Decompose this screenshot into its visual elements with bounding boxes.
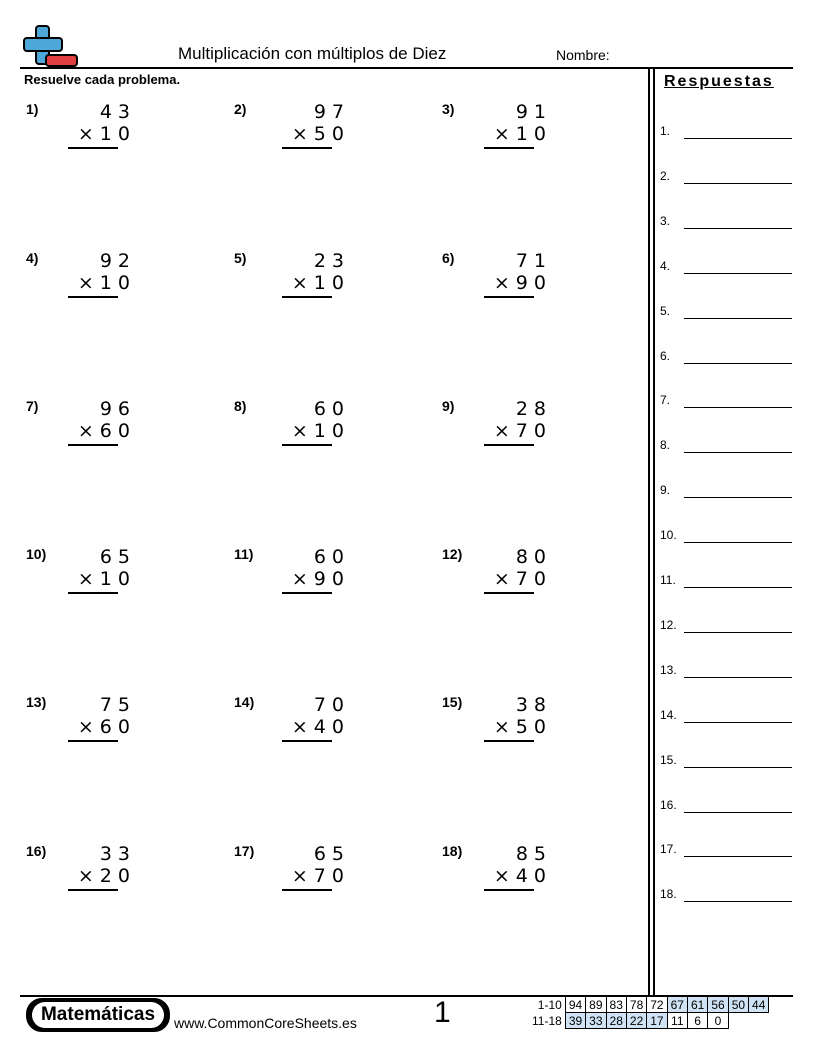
answer-blank[interactable]: [684, 273, 792, 274]
problem-number: 2): [234, 101, 247, 117]
multiplicand: 70: [313, 694, 350, 716]
score-cell: 56: [708, 997, 728, 1013]
multiplier: ×10: [291, 420, 350, 442]
problem: [442, 101, 642, 171]
problem: [234, 843, 434, 913]
answer-rule: [68, 444, 118, 446]
multiplicand: 43: [99, 101, 136, 123]
answer-blank[interactable]: [684, 452, 792, 453]
score-cell: 6: [687, 1013, 707, 1029]
site-url: www.CommonCoreSheets.es: [174, 1015, 357, 1031]
problem-number: 16): [26, 843, 47, 859]
answer-number: 3.: [660, 213, 671, 228]
worksheet-title: Multiplicación con múltiplos de Diez: [178, 44, 447, 63]
answers-title: Respuestas: [664, 73, 774, 90]
answer-line[interactable]: [660, 798, 792, 818]
multiplier: ×60: [77, 716, 136, 738]
brand-text: Matemáticas: [32, 1002, 164, 1028]
score-cell: 44: [749, 997, 769, 1013]
answer-line[interactable]: [660, 753, 792, 773]
answer-line[interactable]: [660, 124, 792, 144]
answer-number: 9.: [660, 483, 671, 498]
problem: [26, 694, 226, 764]
multiplicand: 33: [99, 843, 136, 865]
answer-rule: [484, 740, 534, 742]
answer-blank[interactable]: [684, 497, 792, 498]
answer-panel-divider: [653, 67, 655, 996]
multiplier: ×50: [493, 716, 552, 738]
answer-line[interactable]: [660, 304, 792, 324]
answer-number: 10.: [660, 528, 677, 543]
problem: [234, 546, 434, 616]
answer-line[interactable]: [660, 169, 792, 189]
answer-number: 16.: [660, 797, 677, 812]
answer-number: 1.: [660, 124, 671, 138]
multiplicand: 65: [99, 546, 136, 568]
answer-number: 8.: [660, 438, 671, 453]
answer-number: 18.: [660, 887, 677, 902]
problem: [234, 250, 434, 320]
multiplicand: 96: [99, 398, 136, 420]
score-row: [529, 997, 769, 1013]
multiplicand: 97: [313, 101, 350, 123]
multiplier: ×60: [77, 420, 136, 442]
answer-blank[interactable]: [684, 363, 792, 364]
score-cell: 61: [687, 997, 707, 1013]
problem: [26, 843, 226, 913]
answer-rule: [282, 889, 332, 891]
answer-blank[interactable]: [684, 856, 792, 857]
answer-rule: [282, 147, 332, 149]
multiplicand: 75: [99, 694, 136, 716]
answer-blank[interactable]: [684, 722, 792, 723]
answer-rule: [484, 592, 534, 594]
answer-rule: [484, 147, 534, 149]
multiplicand: 92: [99, 250, 136, 272]
answer-rule: [68, 740, 118, 742]
answer-blank[interactable]: [684, 812, 792, 813]
problem-number: 13): [26, 694, 47, 710]
answer-line[interactable]: [660, 887, 792, 907]
answer-blank[interactable]: [684, 318, 792, 319]
score-cell: 50: [728, 997, 748, 1013]
answer-number: 15.: [660, 752, 677, 767]
score-cell: 33: [586, 1013, 606, 1029]
answer-line[interactable]: [660, 573, 792, 593]
multiplicand: 91: [515, 101, 552, 123]
answer-rule: [68, 147, 118, 149]
problem-number: 3): [442, 101, 455, 117]
answer-number: 5.: [660, 303, 671, 318]
answer-rule: [68, 592, 118, 594]
multiplier: ×70: [493, 420, 552, 442]
score-row: [529, 1013, 769, 1029]
multiplier: ×20: [77, 865, 136, 887]
answer-blank[interactable]: [684, 407, 792, 408]
score-cell: 0: [708, 1013, 728, 1029]
answer-blank[interactable]: [684, 542, 792, 543]
page-number: 1: [434, 996, 451, 1029]
multiplier: ×10: [77, 568, 136, 590]
answer-line[interactable]: [660, 708, 792, 728]
answer-rule: [484, 296, 534, 298]
problem: [234, 398, 434, 468]
brand-logo: [26, 998, 170, 1032]
problem-number: 18): [442, 843, 463, 859]
answer-blank[interactable]: [684, 228, 792, 229]
multiplicand: 38: [515, 694, 552, 716]
answer-number: 12.: [660, 617, 677, 632]
problem-number: 10): [26, 546, 47, 562]
multiplier: ×70: [493, 568, 552, 590]
multiplier: ×10: [77, 272, 136, 294]
multiplier: ×70: [291, 865, 350, 887]
answer-line[interactable]: [660, 618, 792, 638]
answer-line[interactable]: [660, 259, 792, 279]
answer-blank[interactable]: [684, 587, 792, 588]
problem-number: 14): [234, 694, 255, 710]
score-cell: 72: [647, 997, 667, 1013]
problem-number: 4): [26, 250, 39, 266]
answer-line[interactable]: [660, 438, 792, 458]
problem-number: 5): [234, 250, 247, 266]
multiplicand: 71: [515, 250, 552, 272]
answer-rule: [484, 889, 534, 891]
multiplicand: 80: [515, 546, 552, 568]
answer-blank[interactable]: [684, 767, 792, 768]
problem: [234, 101, 434, 171]
answer-blank[interactable]: [684, 138, 792, 139]
problem: [234, 694, 434, 764]
multiplicand: 85: [515, 843, 552, 865]
problem: [442, 843, 642, 913]
answer-rule: [282, 592, 332, 594]
answer-line[interactable]: [660, 663, 792, 683]
multiplicand: 23: [313, 250, 350, 272]
answer-number: 11.: [660, 573, 676, 587]
problem: [26, 101, 226, 171]
answer-number: 13.: [660, 662, 677, 677]
answer-number: 4.: [660, 258, 671, 273]
score-cell: 39: [565, 1013, 585, 1029]
multiplicand: 65: [313, 843, 350, 865]
answer-rule: [484, 444, 534, 446]
score-cell: 11: [667, 1013, 687, 1029]
problem-number: 12): [442, 546, 463, 562]
answer-line[interactable]: [660, 393, 792, 413]
score-cell: 17: [647, 1013, 667, 1029]
problem: [26, 398, 226, 468]
score-range: 11-18: [532, 1013, 562, 1028]
score-key: [529, 996, 769, 1029]
score-cell: 28: [606, 1013, 626, 1029]
multiplicand: 60: [313, 398, 350, 420]
answer-line[interactable]: [660, 349, 792, 369]
instructions: Resuelve cada problema.: [24, 72, 181, 87]
name-label: Nombre:: [556, 47, 610, 63]
score-cell: 78: [626, 997, 646, 1013]
answer-blank[interactable]: [684, 632, 792, 633]
answer-number: 6.: [660, 348, 671, 363]
multiplicand: 28: [515, 398, 552, 420]
answer-rule: [68, 296, 118, 298]
score-cell: 94: [565, 997, 585, 1013]
problem: [442, 694, 642, 764]
problem: [26, 250, 226, 320]
answer-number: 17.: [660, 842, 677, 857]
answer-blank[interactable]: [684, 677, 792, 678]
problem-number: 17): [234, 843, 255, 859]
multiplier: ×10: [291, 272, 350, 294]
answer-rule: [282, 296, 332, 298]
problem-number: 9): [442, 398, 455, 414]
plus-minus-logo-icon: [22, 24, 80, 68]
multiplier: ×90: [291, 568, 350, 590]
multiplier: ×40: [291, 716, 350, 738]
problem: [26, 546, 226, 616]
answer-number: 2.: [660, 168, 671, 183]
problem: [442, 546, 642, 616]
multiplier: ×10: [77, 123, 136, 145]
multiplier: ×50: [291, 123, 350, 145]
answer-line[interactable]: [660, 528, 792, 548]
score-cell: 67: [667, 997, 687, 1013]
answer-number: 7.: [660, 393, 671, 408]
answer-blank[interactable]: [684, 183, 792, 184]
multiplier: ×10: [493, 123, 552, 145]
score-cell: 83: [606, 997, 626, 1013]
score-cell: 22: [626, 1013, 646, 1029]
header-divider: [20, 67, 793, 69]
problem: [442, 250, 642, 320]
multiplicand: 60: [313, 546, 350, 568]
answer-line[interactable]: [660, 214, 792, 234]
answer-number: 14.: [660, 707, 677, 722]
answer-rule: [282, 740, 332, 742]
problem-number: 11): [234, 546, 254, 562]
problem-number: 1): [26, 101, 39, 117]
multiplier: ×40: [493, 865, 552, 887]
answer-line[interactable]: [660, 483, 792, 503]
answer-rule: [282, 444, 332, 446]
answer-panel-divider: [648, 67, 650, 996]
answer-line[interactable]: [660, 842, 792, 862]
multiplier: ×90: [493, 272, 552, 294]
score-cell: 89: [586, 997, 606, 1013]
problem-number: 15): [442, 694, 463, 710]
problem-number: 6): [442, 250, 455, 266]
problem-number: 7): [26, 398, 39, 414]
answer-blank[interactable]: [684, 901, 792, 902]
answer-rule: [68, 889, 118, 891]
problem: [442, 398, 642, 468]
score-range: 1-10: [537, 997, 562, 1012]
problem-number: 8): [234, 398, 247, 414]
